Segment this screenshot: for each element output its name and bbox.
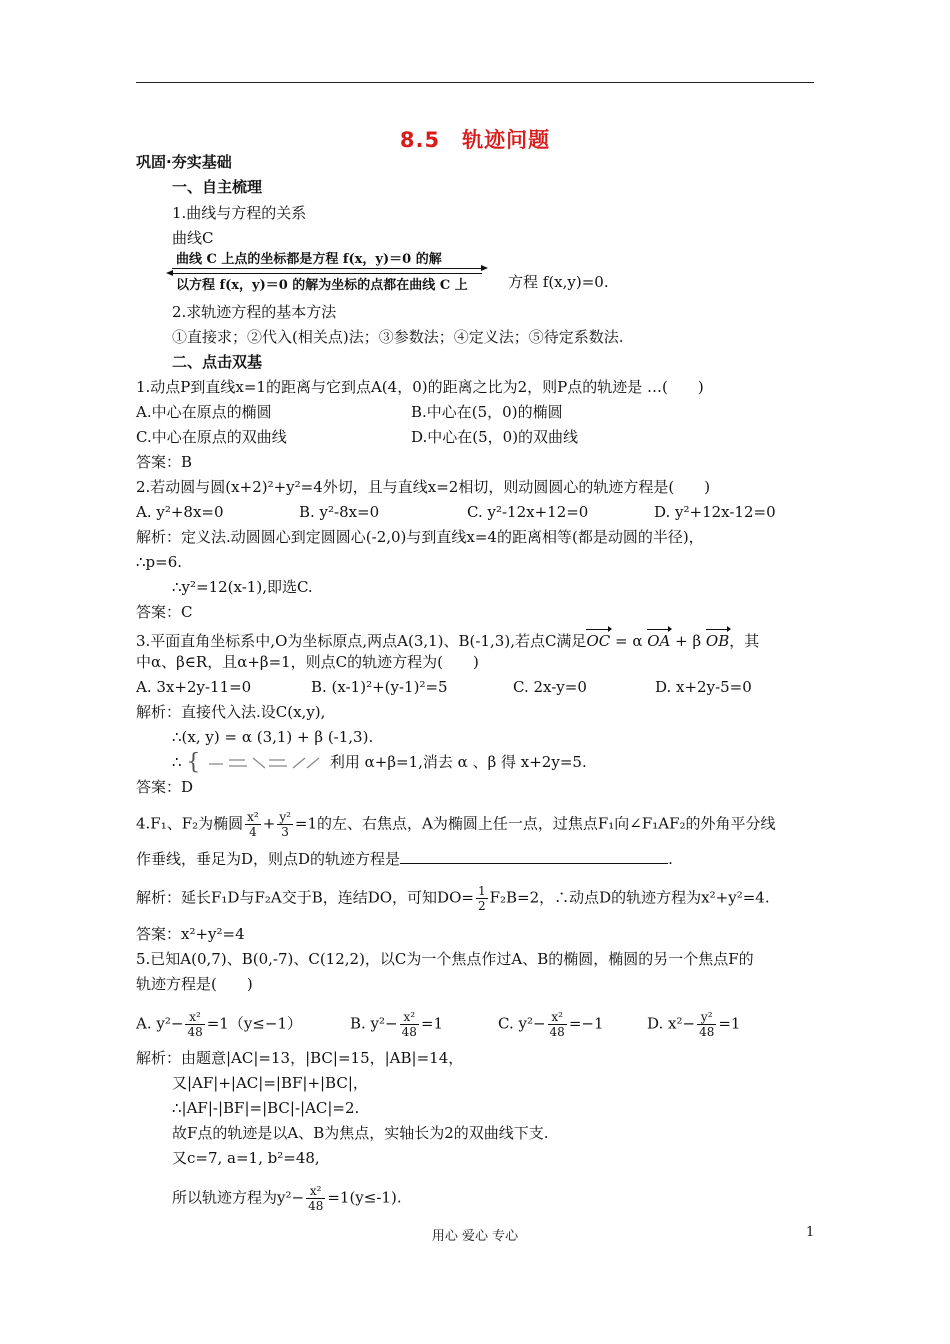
fraction-y2-over-48 xyxy=(697,1010,716,1039)
q2-stem: 2.若动圆与圆(x+2)²+y²=4外切，且与直线x=2相切，则动圆圆心的轨迹方程是( ) xyxy=(136,478,711,496)
fraction-numerator: y² xyxy=(697,1010,716,1025)
q5-analysis-6-post: =1(y≤-1). xyxy=(327,1188,402,1207)
arrow-top-text: 曲线 C 上点的坐标都是方程 f(x，y)＝0 的解 xyxy=(176,252,442,267)
q1-option-c: C.中心在原点的双曲线 xyxy=(136,428,287,446)
page-number: 1 xyxy=(806,1225,815,1240)
header-rule xyxy=(136,82,814,83)
q4-stem2-end: . xyxy=(668,850,673,868)
fraction-numerator: x² xyxy=(400,1010,419,1025)
q5-analysis-6 xyxy=(172,1184,402,1213)
q3-plus: + β xyxy=(670,632,706,650)
q2-option-a: A. y²+8x=0 xyxy=(136,503,224,521)
fraction-denominator: 2 xyxy=(477,899,486,913)
q5-analysis-2: 又|AF|+|AC|=|BF|+|BC|， xyxy=(172,1074,368,1092)
q5-analysis-4: 故F点的轨迹是以A、B为焦点，实轴长为2的双曲线下支. xyxy=(172,1124,549,1142)
q2-analysis-2: ∴p=6. xyxy=(136,553,183,571)
q3-option-d: D. x+2y-5=0 xyxy=(655,678,752,696)
section-heading: 巩固·夯实基础 xyxy=(136,153,232,171)
fraction-x2-over-48 xyxy=(548,1010,567,1039)
fraction-denominator: 48 xyxy=(308,1199,324,1213)
q5-analysis-3: ∴|AF|-|BF|=|BC|-|AC|=2. xyxy=(172,1099,360,1117)
q4-stem-post: =1的左、右焦点，A为椭圆上任一点，过焦点F₁向∠F₁AF₂的外角平分线 xyxy=(294,814,776,833)
q3-option-a: A. 3x+2y-11=0 xyxy=(136,678,252,696)
fraction-denominator: 48 xyxy=(187,1025,203,1039)
therefore-symbol: ∴ xyxy=(172,753,182,771)
q3-option-b: B. (x-1)²+(y-1)²=5 xyxy=(311,678,448,696)
fraction-x2-over-4 xyxy=(245,810,261,839)
fraction-numerator: 1 xyxy=(477,884,486,898)
fraction-numerator: x² xyxy=(306,1184,325,1199)
q5-stem-1: 5.已知A(0,7)、B(0,-7)、C(12,2)，以C为一个焦点作过A、B的椭圆，椭圆的另一个焦点F的 xyxy=(136,950,754,968)
answer-blank[interactable] xyxy=(400,849,668,864)
q1-answer: 答案：B xyxy=(136,453,193,471)
q4-analysis-post: F₂B=2，∴动点D的轨迹方程为x²+y²=4. xyxy=(489,888,770,907)
q4-analysis xyxy=(136,884,770,913)
brace-icon: { xyxy=(186,750,201,775)
q3-stem-line2: 中α、β∈R，且α+β=1，则点C的轨迹方程为( ) xyxy=(136,653,479,671)
q3-analysis-3-text: 利用 α+β=1,消去 α 、β 得 x+2y=5. xyxy=(329,753,587,771)
q4-stem2: 作垂线，垂足为D，则点D的轨迹方程是 xyxy=(136,850,401,868)
item-curve-equation: 1.曲线与方程的关系 xyxy=(172,204,307,222)
fraction-numerator: x² xyxy=(548,1010,567,1025)
fraction-denominator: 48 xyxy=(401,1025,417,1039)
q5-d-post: =1 xyxy=(718,1014,741,1033)
fraction-numerator: x² xyxy=(247,810,259,824)
q5-option-b xyxy=(350,1010,443,1039)
q4-analysis-pre: 解析：延长F₁D与F₂A交于B，连结DO，可知DO= xyxy=(136,888,474,907)
q3-analysis-3 xyxy=(172,752,587,773)
q5-option-d xyxy=(647,1010,740,1039)
q5-c-pre: C. y²− xyxy=(498,1014,546,1033)
curve-label: 曲线C xyxy=(172,229,214,247)
arrow-bottom-text: 以方程 f(x，y)＝0 的解为坐标的点都在曲线 C 上 xyxy=(176,278,468,293)
fraction-x2-over-48 xyxy=(306,1184,325,1213)
vector-oa: OA xyxy=(647,627,670,651)
q1-option-b: B.中心在(5，0)的椭圆 xyxy=(411,403,563,421)
q5-analysis-6-pre: 所以轨迹方程为y²− xyxy=(172,1188,305,1207)
fraction-x2-over-48 xyxy=(400,1010,419,1039)
fraction-denominator: 3 xyxy=(281,825,289,839)
q3-stem-b: ，其 xyxy=(729,632,760,650)
q5-b-pre: B. y²− xyxy=(350,1014,398,1033)
q3-analysis-2: ∴(x, y) = α (3,1) + β (-1,3). xyxy=(172,728,374,746)
fraction-denominator: 48 xyxy=(549,1025,565,1039)
fraction-denominator: 48 xyxy=(699,1025,715,1039)
q2-analysis-3: ∴y²=12(x-1),即选C. xyxy=(172,578,313,596)
q5-analysis-1: 解析：由题意|AC|=13，|BC|=15，|AB|=14， xyxy=(136,1049,464,1067)
page-title: 8.5 轨迹问题 xyxy=(399,128,551,152)
item-methods-title: 2.求轨迹方程的基本方法 xyxy=(172,303,337,321)
q3-option-c: C. 2x-y=0 xyxy=(513,678,587,696)
q5-a-pre: A. y²− xyxy=(136,1014,184,1033)
q2-analysis-1: 解析：定义法.动圆圆心到定圆圆心(-2,0)与到直线x=4的距离相等(都是动圆的半径)， xyxy=(136,528,704,546)
fraction-y2-over-3 xyxy=(277,810,293,839)
q3-answer: 答案：D xyxy=(136,778,194,796)
q5-option-c xyxy=(498,1010,604,1039)
q5-c-post: =−1 xyxy=(568,1014,604,1033)
q5-d-pre: D. x²− xyxy=(647,1014,696,1033)
q3-stem-a: 3.平面直角坐标系中,O为坐标原点,两点A(3,1)、B(-1,3),若点C满足 xyxy=(136,632,587,650)
methods-list: ①直接求；②代入(相关点)法；③参数法；④定义法；⑤待定系数法. xyxy=(172,328,624,346)
q4-stem-line2 xyxy=(136,849,673,869)
part2-heading: 二、点击双基 xyxy=(172,353,263,371)
right-arrow xyxy=(172,268,482,269)
q2-answer: 答案：C xyxy=(136,603,193,621)
relation-arrows xyxy=(172,248,502,292)
equation-label: 方程 f(x,y)=0. xyxy=(508,273,609,291)
fraction-x2-over-48 xyxy=(185,1010,204,1039)
q5-option-a xyxy=(136,1010,302,1039)
q1-option-d: D.中心在(5，0)的双曲线 xyxy=(411,428,579,446)
q5-b-post: =1 xyxy=(420,1014,444,1033)
q2-option-b: B. y²-8x=0 xyxy=(299,503,380,521)
fraction-one-half xyxy=(476,884,488,913)
q3-eq: = α xyxy=(610,632,648,650)
q5-a-post: =1（y≤−1） xyxy=(206,1014,302,1033)
vector-oc: OC xyxy=(586,627,610,651)
q1-stem: 1.动点P到直线x=1的距离与它到点A(4，0)的距离之比为2，则P点的轨迹是 …( ) xyxy=(136,378,704,396)
q4-answer: 答案：x²+y²=4 xyxy=(136,925,245,943)
q4-stem-pre: 4.F₁、F₂为椭圆 xyxy=(136,814,244,833)
equation-system-image xyxy=(205,754,325,772)
q5-analysis-5: 又c=7, a=1, b²=48, xyxy=(172,1149,320,1167)
part1-heading: 一、自主梳理 xyxy=(172,178,263,196)
plus-sign: + xyxy=(262,814,276,833)
q4-stem-line1 xyxy=(136,810,776,839)
q2-option-c: C. y²-12x+12=0 xyxy=(467,503,589,521)
vector-ob: OB xyxy=(706,627,729,651)
fraction-denominator: 4 xyxy=(249,825,257,839)
q5-stem-2: 轨迹方程是( ) xyxy=(136,975,253,993)
q3-stem-line1 xyxy=(136,627,759,651)
fraction-numerator: x² xyxy=(185,1010,204,1025)
q1-option-a: A.中心在原点的椭圆 xyxy=(136,403,272,421)
page-footer: 用心 爱心 专心 xyxy=(431,1229,519,1244)
q3-analysis-1: 解析：直接代入法.设C(x,y), xyxy=(136,703,326,721)
fraction-numerator: y² xyxy=(279,810,291,824)
q2-option-d: D. y²+12x-12=0 xyxy=(654,503,776,521)
